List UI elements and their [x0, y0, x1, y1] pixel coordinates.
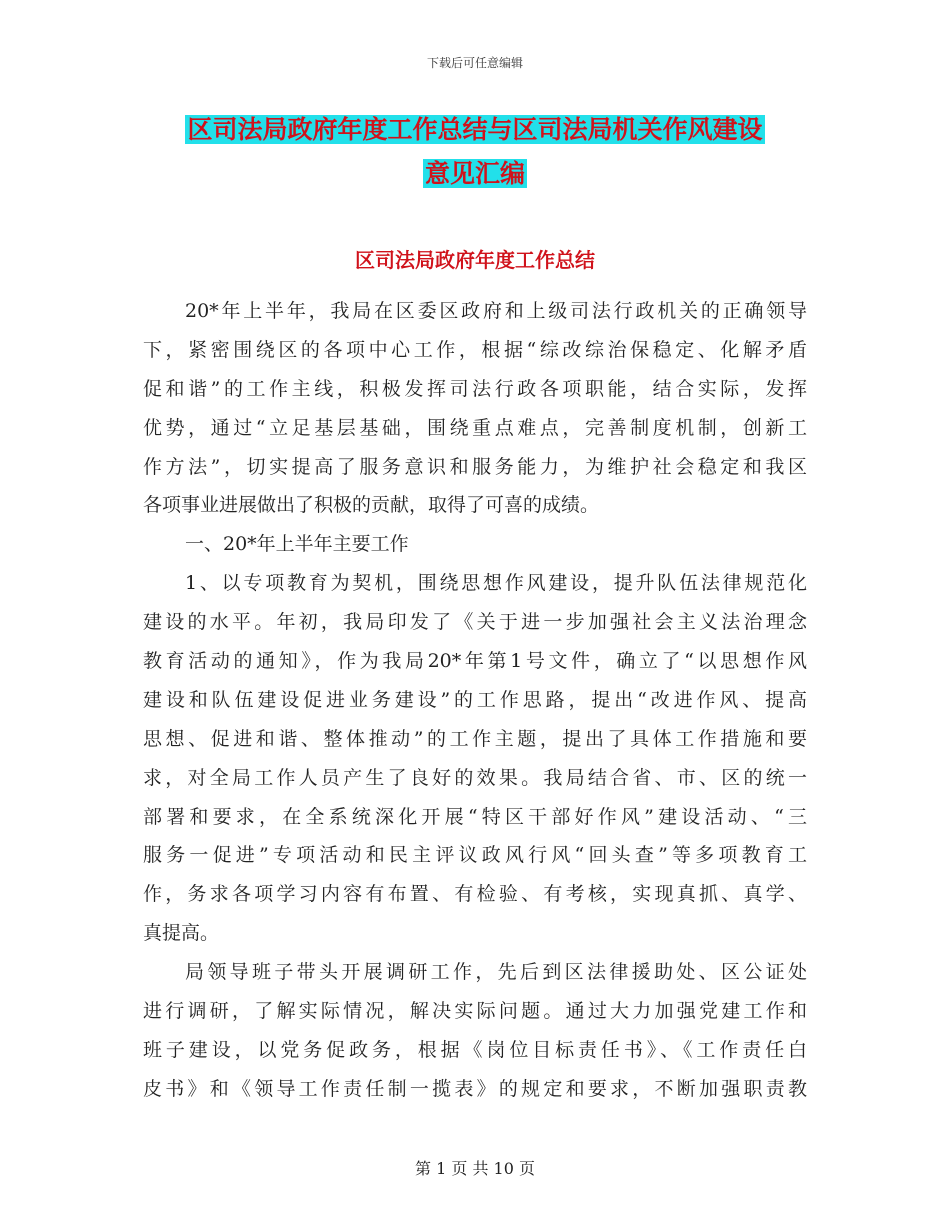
body-line: 真提高。: [143, 922, 220, 945]
document-title-text-1: 区司法局政府年度工作总结与区司法局机关作风建设: [187, 115, 763, 144]
body-line: 20*年上半年，我局在区委区政府和上级司法行政机关的正确领导: [185, 300, 807, 322]
body-line: 部署和要求，在全系统深化开展“特区干部好作风”建设活动、“三: [143, 805, 807, 828]
body-line: 皮书》和《领导工作责任制一揽表》的规定和要求，不断加强职责教: [143, 1077, 807, 1100]
body-line: 作，务求各项学习内容有布置、有检验、有考核，实现真抓、真学、: [143, 883, 807, 906]
body-line: 服务一促进”专项活动和民主评议政风行风“回头查”等多项教育工: [143, 844, 807, 867]
body-line: 建设的水平。年初，我局印发了《关于进一步加强社会主义法治理念: [143, 611, 807, 634]
body-line: 求，对全局工作人员产生了良好的效果。我局结合省、市、区的统一: [143, 766, 807, 789]
body-line: 各项事业进展做出了积极的贡献，取得了可喜的成绩。: [143, 494, 600, 517]
body-line: 局领导班子带头开展调研工作，先后到区法律援助处、区公证处: [185, 961, 807, 984]
document-title-line-1: [140, 108, 810, 152]
body-line: 进行调研，了解实际情况，解决实际问题。通过大力加强党建工作和: [143, 1000, 807, 1023]
section-title: 区司法局政府年度工作总结: [355, 248, 595, 272]
header-note: 下载后可任意编辑: [426, 56, 523, 70]
document-title-text-2: 意见汇编: [424, 159, 525, 188]
body-line: 下，紧密围绕区的各项中心工作，根据“综改综治保稳定、化解矛盾: [143, 338, 807, 361]
document-title-line-2: [140, 152, 810, 196]
body-line: 一、20*年上半年主要工作: [185, 533, 409, 556]
body-line: 教育活动的通知》，作为我局20*年第1号文件，确立了“以思想作风: [143, 650, 807, 673]
page-footer: 第 1 页 共 10 页: [415, 1159, 535, 1178]
body-line: 建设和队伍建设促进业务建设”的工作思路，提出“改进作风、提高: [143, 688, 807, 711]
body-line: 思想、促进和谐、整体推动”的工作主题，提出了具体工作措施和要: [143, 727, 807, 750]
body-line: 作方法”，切实提高了服务意识和服务能力，为维护社会稳定和我区: [143, 455, 807, 478]
body-line: 优势，通过“立足基层基础，围绕重点难点，完善制度机制，创新工: [143, 416, 807, 439]
body-line: 1、以专项教育为契机，围绕思想作风建设，提升队伍法律规范化: [185, 572, 807, 595]
body-line: 促和谐”的工作主线，积极发挥司法行政各项职能，结合实际，发挥: [143, 377, 807, 400]
document-body: [143, 292, 807, 1109]
body-line: 班子建设，以党务促政务，根据《岗位目标责任书》、《工作责任白: [143, 1038, 807, 1061]
